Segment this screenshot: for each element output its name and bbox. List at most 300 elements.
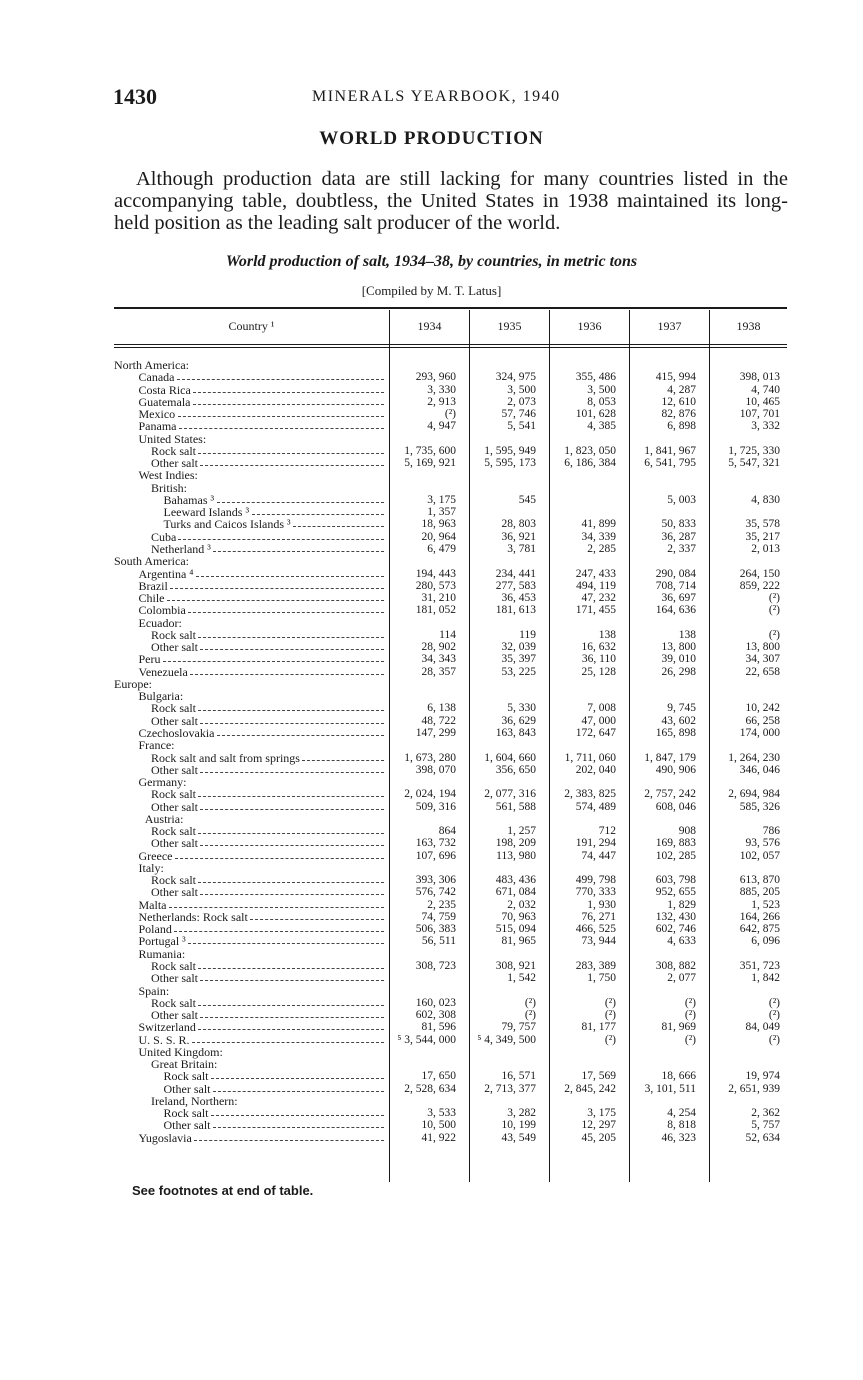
table-row — [114, 801, 787, 813]
row-label: Rock salt — [151, 443, 196, 458]
row-label: South America: — [114, 554, 189, 569]
cell-value: (²) — [768, 592, 780, 605]
dot-leader — [252, 514, 384, 515]
cell-value: (²) — [768, 996, 780, 1009]
dot-leader — [200, 465, 384, 466]
cell-value: 2, 362 — [751, 1107, 780, 1120]
dot-leader — [177, 379, 384, 380]
cell-value: 466, 525 — [575, 923, 616, 936]
dot-leader — [198, 968, 384, 969]
dot-leader — [200, 723, 384, 724]
row-label: Brazil — [138, 578, 168, 593]
section-title: WORLD PRODUCTION — [319, 128, 544, 149]
cell-value: 10, 242 — [745, 702, 780, 715]
cell-value: 6, 541, 795 — [644, 457, 696, 470]
row-label: West Indies: — [138, 468, 198, 483]
table-row — [114, 555, 787, 567]
dot-leader — [200, 894, 384, 895]
cell-value: 169, 883 — [655, 837, 696, 850]
dot-leader — [250, 919, 384, 920]
row-label: Czechoslovakia — [138, 725, 215, 740]
cell-value: 181, 052 — [415, 604, 456, 617]
cell-value: 70, 963 — [501, 910, 536, 923]
cell-value: 47, 232 — [581, 592, 616, 605]
table-row — [114, 727, 787, 739]
cell-value: 138 — [678, 628, 696, 641]
cell-value: 308, 921 — [495, 960, 536, 973]
table-row — [114, 1070, 787, 1082]
cell-value: 102, 057 — [739, 849, 780, 862]
cell-value: 202, 040 — [575, 763, 616, 776]
cell-value: 34, 343 — [421, 653, 456, 666]
cell-value: 34, 307 — [745, 653, 780, 666]
cell-value: (²) — [444, 408, 456, 421]
cell-value: 603, 798 — [655, 874, 696, 887]
dot-leader — [198, 1029, 384, 1030]
running-head: MINERALS YEARBOOK, 1940 — [312, 88, 561, 105]
cell-value: 708, 714 — [655, 579, 696, 592]
row-label: Great Britain: — [151, 1057, 218, 1072]
cell-value: 5, 757 — [751, 1119, 780, 1132]
cell-value: 6, 186, 384 — [564, 457, 616, 470]
cell-value: 25, 128 — [581, 665, 616, 678]
cell-value: 2, 845, 242 — [564, 1082, 616, 1095]
table-row — [114, 886, 787, 898]
row-label: Panama — [138, 419, 177, 434]
dot-leader — [193, 404, 384, 405]
dot-leader — [200, 980, 384, 981]
dot-leader — [198, 1005, 384, 1006]
cell-value: 41, 899 — [581, 518, 616, 531]
cell-value: 3, 175 — [587, 1107, 616, 1120]
cell-value: 2, 528, 634 — [404, 1082, 456, 1095]
cell-value: 1, 823, 050 — [564, 444, 616, 457]
row-label: Colombia — [138, 603, 186, 618]
cell-value: 163, 732 — [415, 837, 456, 850]
row-label: Yugoslavia — [138, 1130, 192, 1145]
cell-value: 45, 205 — [581, 1131, 616, 1144]
row-label: Rumania: — [138, 946, 186, 961]
table-row — [114, 935, 787, 947]
table-row — [114, 997, 787, 1009]
cell-value: 908 — [678, 825, 696, 838]
row-label: Other salt — [163, 1081, 211, 1096]
table-row — [114, 1058, 787, 1070]
cell-value: 3, 330 — [427, 383, 456, 396]
cell-value: 5, 330 — [507, 702, 536, 715]
table-row — [114, 911, 787, 923]
dot-leader — [211, 1115, 384, 1116]
cell-value: 608, 046 — [655, 800, 696, 813]
cell-value: 28, 902 — [421, 641, 456, 654]
cell-value: 770, 333 — [575, 886, 616, 899]
cell-value: ⁵ 3, 544, 000 — [397, 1033, 456, 1046]
cell-value: 3, 101, 511 — [644, 1082, 696, 1095]
row-label: Rock salt — [151, 701, 196, 716]
dot-leader — [198, 882, 384, 883]
column-header-year: 1935 — [497, 319, 522, 333]
cell-value: 277, 583 — [495, 579, 536, 592]
cell-value: 3, 282 — [507, 1107, 536, 1120]
dot-leader — [217, 735, 384, 736]
table-row — [114, 531, 787, 543]
dot-leader — [302, 760, 384, 761]
row-label: Other salt — [163, 1118, 211, 1133]
cell-value: 885, 205 — [739, 886, 780, 899]
cell-value: 41, 922 — [421, 1131, 456, 1144]
dot-leader — [213, 551, 384, 552]
cell-value: 6, 138 — [427, 702, 456, 715]
cell-value: 576, 742 — [415, 886, 456, 899]
cell-value: 93, 576 — [745, 837, 780, 850]
cell-value: 2, 757, 242 — [644, 788, 696, 801]
cell-value: 35, 578 — [745, 518, 780, 531]
row-label: Rock salt — [151, 873, 196, 888]
dot-leader — [167, 600, 384, 601]
cell-value: 10, 465 — [745, 395, 780, 408]
cell-value: 393, 306 — [415, 874, 456, 887]
row-label: Rock salt — [163, 1069, 209, 1084]
table-row — [114, 702, 787, 714]
table-row — [114, 396, 787, 408]
dot-leader — [193, 392, 384, 393]
cell-value: 1, 711, 060 — [564, 751, 616, 764]
cell-value: (²) — [684, 996, 696, 1009]
table-row — [114, 1132, 787, 1144]
dot-leader — [198, 710, 384, 711]
cell-value: 74, 447 — [581, 849, 616, 862]
dot-leader — [178, 539, 384, 540]
row-label: Turks and Caicos Islands ³ — [163, 517, 291, 532]
row-label: Bahamas ³ — [163, 492, 215, 507]
table-row — [114, 837, 787, 849]
table-row — [114, 825, 787, 837]
row-label: Italy: — [138, 860, 164, 875]
cell-value: 4, 287 — [667, 383, 696, 396]
cell-value: 32, 039 — [501, 641, 536, 654]
cell-value: 22, 658 — [745, 665, 780, 678]
dot-leader — [200, 845, 384, 846]
cell-value: 3, 781 — [507, 542, 536, 555]
row-label: Austria: — [144, 811, 184, 826]
dot-leader — [200, 1017, 384, 1018]
cell-value: 1, 595, 949 — [484, 444, 536, 457]
dot-leader — [217, 502, 384, 503]
cell-value: 2, 383, 825 — [564, 788, 616, 801]
table-row — [114, 580, 787, 592]
cell-value: 2, 713, 377 — [484, 1082, 536, 1095]
dot-leader — [192, 1042, 384, 1043]
cell-value: 2, 285 — [587, 542, 616, 555]
row-label: Rock salt and salt from springs — [151, 750, 300, 765]
dot-leader — [198, 637, 384, 638]
cell-value: 864 — [438, 825, 456, 838]
cell-value: (²) — [524, 996, 536, 1009]
cell-value: 36, 453 — [501, 592, 536, 605]
cell-value: 174, 000 — [739, 726, 780, 739]
table-row — [114, 1119, 787, 1131]
cell-value: 3, 175 — [427, 493, 456, 506]
cell-value: (²) — [768, 1033, 780, 1046]
cell-value: 114 — [439, 628, 456, 641]
cell-value: 247, 433 — [575, 567, 616, 580]
cell-value: 73, 944 — [581, 935, 616, 948]
row-label: North America: — [114, 358, 189, 372]
cell-value: 113, 980 — [496, 849, 536, 862]
table-row — [114, 617, 787, 629]
cell-value: 2, 694, 984 — [728, 788, 780, 801]
cell-value: 191, 294 — [575, 837, 616, 850]
table-row — [114, 433, 787, 445]
table-row — [114, 960, 787, 972]
cell-value: 81, 596 — [421, 1021, 456, 1034]
cell-value: 102, 285 — [655, 849, 696, 862]
column-header-year: 1937 — [657, 319, 682, 333]
row-label: Other salt — [151, 640, 198, 655]
row-label: British: — [151, 480, 188, 495]
cell-value: 18, 666 — [661, 1070, 696, 1083]
cell-value: 1, 257 — [507, 825, 536, 838]
cell-value: 34, 339 — [581, 530, 616, 543]
cell-value: 602, 308 — [415, 1009, 456, 1022]
cell-value: 506, 383 — [415, 923, 456, 936]
cell-value: 2, 235 — [427, 898, 456, 911]
cell-value: 1, 735, 600 — [404, 444, 456, 457]
cell-value: 147, 299 — [415, 726, 456, 739]
cell-value: 81, 965 — [501, 935, 536, 948]
dot-leader — [198, 833, 384, 834]
cell-value: 181, 613 — [495, 604, 536, 617]
cell-value: (²) — [524, 1009, 536, 1022]
table-row — [114, 1021, 787, 1033]
cell-value: 859, 222 — [739, 579, 780, 592]
cell-value: 101, 628 — [575, 408, 616, 421]
cell-value: 5, 003 — [667, 493, 696, 506]
dot-leader — [174, 931, 384, 932]
row-label: Portugal ³ — [138, 934, 186, 949]
cell-value: 1, 725, 330 — [728, 444, 780, 457]
cell-value: 36, 629 — [501, 714, 536, 727]
dot-leader — [179, 428, 384, 429]
cell-value: 3, 500 — [587, 383, 616, 396]
row-label: Netherland ³ — [151, 541, 211, 556]
cell-value: 56, 511 — [421, 935, 456, 948]
table-row — [114, 1095, 787, 1107]
row-label: United Kingdom: — [138, 1044, 223, 1059]
cell-value: 545 — [518, 493, 536, 506]
dot-leader — [163, 661, 384, 662]
row-label: Other salt — [151, 1008, 198, 1023]
table-row — [114, 469, 787, 481]
cell-value: 283, 389 — [575, 960, 616, 973]
cell-value: 4, 633 — [667, 935, 696, 948]
cell-value: 494, 119 — [576, 579, 616, 592]
column-header-year: 1938 — [736, 319, 761, 333]
row-label: United States: — [138, 431, 207, 446]
row-label: Poland — [138, 922, 172, 937]
cell-value: 17, 650 — [421, 1070, 456, 1083]
table-row — [114, 690, 787, 702]
cell-value: 1, 357 — [427, 506, 456, 519]
table-row — [114, 850, 787, 862]
row-label: Ecuador: — [138, 615, 182, 630]
table-caption: World production of salt, 1934–38, by countries, in metric tons — [225, 253, 638, 270]
cell-value: 5, 595, 173 — [484, 457, 536, 470]
cell-value: 346, 046 — [739, 763, 780, 776]
table-row — [114, 972, 787, 984]
cell-value: 415, 994 — [655, 371, 696, 384]
cell-value: 2, 032 — [507, 898, 536, 911]
table-row — [114, 788, 787, 800]
cell-value: 119 — [519, 628, 536, 641]
dot-leader — [211, 1078, 384, 1079]
cell-value: 4, 740 — [751, 383, 780, 396]
cell-value: 4, 947 — [427, 420, 456, 433]
row-label: Costa Rica — [138, 382, 191, 397]
cell-value: 3, 332 — [751, 420, 780, 433]
table-row — [114, 1107, 787, 1119]
row-label: Rock salt — [163, 1106, 209, 1121]
dot-leader — [188, 943, 384, 944]
dot-leader — [175, 858, 384, 859]
row-label: Malta — [138, 897, 167, 912]
cell-value: 81, 969 — [661, 1021, 696, 1034]
cell-value: 1, 264, 230 — [728, 751, 780, 764]
cell-value: 28, 357 — [421, 665, 456, 678]
page-number: 1430 — [113, 84, 157, 109]
cell-value: 356, 650 — [495, 763, 536, 776]
cell-value: 509, 316 — [415, 800, 456, 813]
cell-value: 35, 397 — [501, 653, 536, 666]
cell-value: 17, 569 — [581, 1070, 616, 1083]
cell-value: 52, 634 — [745, 1131, 780, 1144]
cell-value: 76, 271 — [581, 910, 616, 923]
cell-value: 138 — [598, 628, 616, 641]
row-label: Germany: — [138, 775, 187, 790]
table-row — [114, 457, 787, 469]
cell-value: 28, 803 — [501, 518, 536, 531]
cell-value: 165, 898 — [655, 726, 696, 739]
cell-value: 1, 750 — [587, 972, 616, 985]
table-header-rule-double — [114, 347, 787, 348]
table-row — [114, 739, 787, 751]
cell-value: (²) — [684, 1033, 696, 1046]
cell-value: 35, 217 — [745, 530, 780, 543]
table-row — [114, 371, 787, 383]
row-label: Europe: — [114, 676, 152, 691]
table-row — [114, 1009, 787, 1021]
table-compiled-by: [Compiled by M. T. Latus] — [361, 283, 502, 298]
table-body — [114, 359, 787, 1144]
cell-value: 2, 024, 194 — [404, 788, 456, 801]
table-header-rule — [114, 344, 787, 345]
table-row — [114, 445, 787, 457]
cell-value: 308, 882 — [655, 960, 696, 973]
cell-value: 36, 921 — [501, 530, 536, 543]
cell-value: 6, 479 — [427, 542, 456, 555]
cell-value: (²) — [768, 604, 780, 617]
table-row — [114, 752, 787, 764]
cell-value: 20, 964 — [421, 530, 456, 543]
cell-value: 74, 759 — [421, 910, 456, 923]
cell-value: 16, 632 — [581, 641, 616, 654]
column-header-year: 1934 — [417, 319, 442, 333]
cell-value: 351, 723 — [739, 960, 780, 973]
table-row — [114, 948, 787, 960]
cell-value: 4, 385 — [587, 420, 616, 433]
cell-value: 952, 655 — [655, 886, 696, 899]
cell-value: 4, 830 — [751, 493, 780, 506]
table-row — [114, 482, 787, 494]
cell-value: 107, 701 — [739, 408, 780, 421]
dot-leader — [169, 907, 384, 908]
cell-value: 5, 541 — [507, 420, 536, 433]
cell-value: 66, 258 — [745, 714, 780, 727]
row-label: Rock salt — [151, 787, 196, 802]
cell-value: 16, 571 — [501, 1070, 536, 1083]
cell-value: 3, 533 — [427, 1107, 456, 1120]
row-label: Guatemala — [138, 394, 191, 409]
table-row — [114, 543, 787, 555]
table-row — [114, 715, 787, 727]
cell-value: 355, 486 — [575, 371, 616, 384]
table-top-rule — [114, 307, 787, 309]
row-label: Other salt — [151, 971, 198, 986]
cell-value: 50, 833 — [661, 518, 696, 531]
dot-leader — [213, 1091, 384, 1092]
cell-value: (²) — [604, 1033, 616, 1046]
cell-value: 5, 547, 321 — [728, 457, 780, 470]
cell-value: 26, 298 — [661, 665, 696, 678]
cell-value: 602, 746 — [655, 923, 696, 936]
dot-leader — [213, 1127, 384, 1128]
cell-value: 13, 800 — [661, 641, 696, 654]
row-label: Venezuela — [138, 664, 188, 679]
table-row — [114, 604, 787, 616]
cell-value: 280, 573 — [415, 579, 456, 592]
table-row — [114, 592, 787, 604]
table-row — [114, 923, 787, 935]
row-label: Canada — [138, 370, 175, 385]
row-label: Other salt — [151, 885, 198, 900]
dot-leader — [200, 809, 384, 810]
cell-value: 324, 975 — [495, 371, 536, 384]
row-label: Netherlands: Rock salt — [138, 909, 248, 924]
cell-value: 10, 199 — [501, 1119, 536, 1132]
cell-value: 490, 906 — [655, 763, 696, 776]
table-row — [114, 813, 787, 825]
row-label: Peru — [138, 652, 161, 667]
cell-value: 642, 875 — [739, 923, 780, 936]
table-row — [114, 384, 787, 396]
cell-value: 1, 523 — [751, 898, 780, 911]
dot-leader — [198, 453, 384, 454]
row-label: Other salt — [151, 836, 198, 851]
row-label: Argentina ⁴ — [138, 566, 194, 581]
row-label: Rock salt — [151, 627, 196, 642]
intro-paragraph: Although production data are still lacking for many countries listed in the accompanying table, doubtless, the United States in 1938 maintained its long-held position as the leading salt producer of the world. — [114, 168, 788, 234]
row-label: Cuba — [151, 529, 177, 544]
table-row — [114, 776, 787, 788]
cell-value: 7, 008 — [587, 702, 616, 715]
cell-value: 1, 673, 280 — [404, 751, 456, 764]
table-row — [114, 408, 787, 420]
row-label: Switzerland — [138, 1020, 196, 1035]
row-label: U. S. S. R. — [138, 1032, 190, 1047]
cell-value: 171, 455 — [575, 604, 616, 617]
cell-value: 43, 549 — [501, 1131, 536, 1144]
table-row — [114, 568, 787, 580]
